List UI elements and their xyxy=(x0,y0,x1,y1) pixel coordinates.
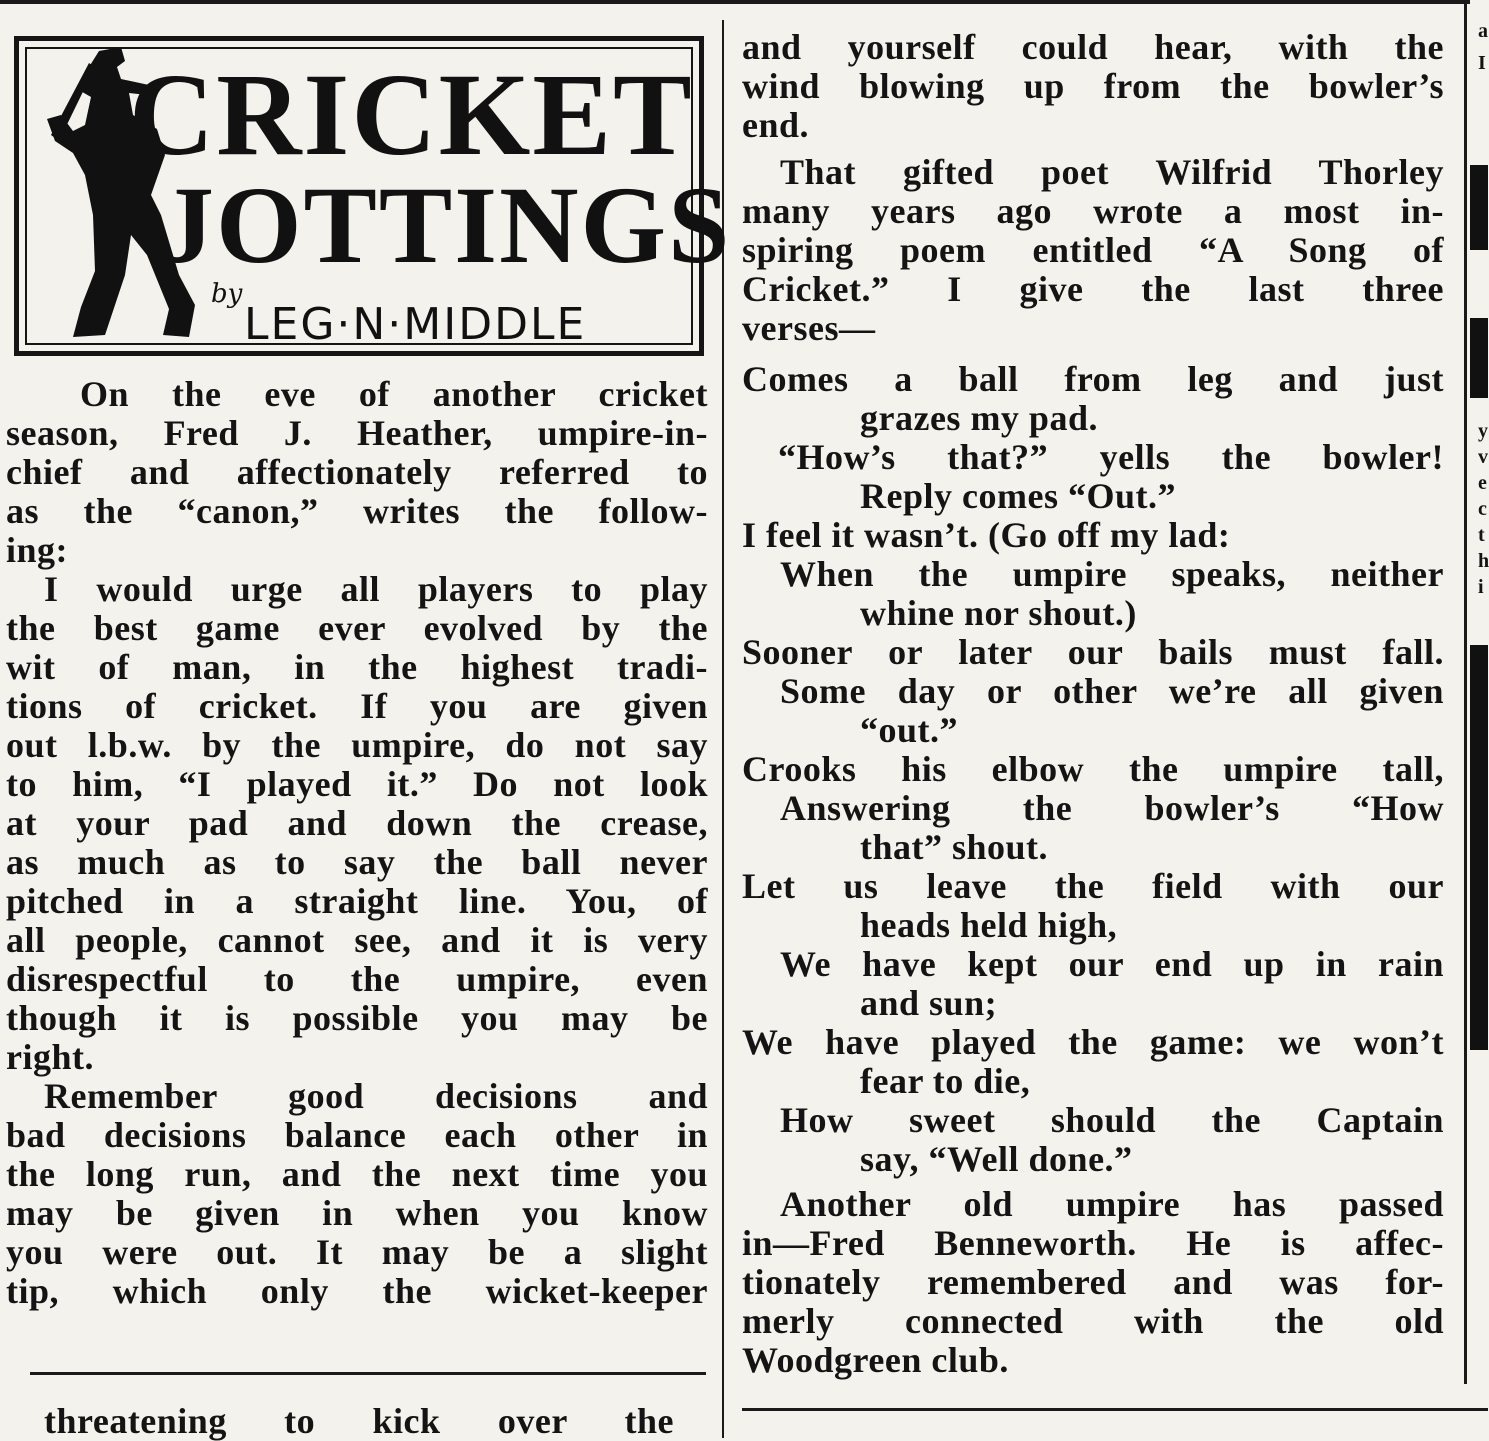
byline-by: by xyxy=(211,279,243,309)
text-line: Remember good decisions and xyxy=(44,1076,708,1116)
text-line: all people, cannot see, and it is very xyxy=(6,920,708,960)
right-paragraph-2 xyxy=(742,153,1444,348)
text-line: verses— xyxy=(742,308,876,348)
text-line: out l.b.w. by the umpire, do not say xyxy=(6,725,708,765)
title-line-1: CRICKET xyxy=(129,49,694,180)
poem-line: Crooks his elbow the umpire tall, xyxy=(742,749,1444,789)
text-line: at your pad and down the crease, xyxy=(6,803,708,843)
text-line: right. xyxy=(6,1037,94,1077)
text-line: chief and affectionately referred to xyxy=(6,452,708,492)
poem-line: fear to die, xyxy=(860,1061,1031,1101)
text-line: Woodgreen club. xyxy=(742,1340,1009,1380)
text-line: end. xyxy=(742,105,810,145)
edge-fragment: e xyxy=(1478,472,1487,494)
poem-line: When the umpire speaks, neither xyxy=(780,554,1444,594)
edge-block xyxy=(1470,165,1488,250)
text-line: as much as to say the ball never xyxy=(6,842,708,882)
text-line: disrespectful to the umpire, even xyxy=(6,959,708,999)
poem-line: How sweet should the Captain xyxy=(780,1100,1444,1140)
text-line: in—Fred Benneworth. He is affec- xyxy=(742,1223,1444,1263)
text-line: the best game ever evolved by the xyxy=(6,608,708,648)
text-line: pitched in a straight line. You, of xyxy=(6,881,708,921)
text-line: Another old umpire has passed xyxy=(780,1184,1444,1224)
article-end-rule xyxy=(30,1372,706,1375)
poem-line: “out.” xyxy=(860,710,959,750)
right-column xyxy=(742,28,1444,1380)
edge-fragment: c xyxy=(1478,498,1487,520)
text-line: Cricket.” I give the last three xyxy=(742,269,1444,309)
edge-block xyxy=(1470,318,1488,398)
left-paragraph-2 xyxy=(6,570,708,1077)
poem-line: whine nor shout.) xyxy=(860,593,1137,633)
poem-line: Reply comes “Out.” xyxy=(860,476,1176,516)
title-line-2: JOTTINGS xyxy=(159,164,732,286)
edge-fragment: y xyxy=(1478,420,1488,442)
edge-block xyxy=(1470,645,1488,1050)
edge-fragment: h xyxy=(1478,550,1489,572)
text-line: to him, “I played it.” Do not look xyxy=(6,764,708,804)
edge-fragment: I xyxy=(1478,52,1486,74)
left-paragraph-3 xyxy=(6,1077,708,1311)
poem xyxy=(742,360,1444,1179)
right-column-divider xyxy=(1464,0,1467,1384)
right-paragraph-3 xyxy=(742,1185,1444,1380)
text-line: the long run, and the next time you xyxy=(6,1154,708,1194)
poem-line: Some day or other we’re all given xyxy=(780,671,1444,711)
left-column xyxy=(6,375,708,1311)
edge-fragment: v xyxy=(1478,446,1488,468)
text-line: wind blowing up from the bowler’s xyxy=(742,66,1444,106)
right-article-end-rule xyxy=(742,1408,1488,1411)
text-line: spiring poem entitled “A Song of xyxy=(742,230,1444,270)
text-line: tip, which only the wicket-keeper xyxy=(6,1271,708,1311)
left-paragraph-1 xyxy=(6,375,708,570)
text-line: bad decisions balance each other in xyxy=(6,1115,708,1155)
edge-fragment: i xyxy=(1478,576,1484,598)
text-line: I would urge all players to play xyxy=(44,569,708,609)
poem-line: Answering the bowler’s “How xyxy=(780,788,1444,828)
text-line: many years ago wrote a most in- xyxy=(742,191,1444,231)
poem-line: Sooner or later our bails must fall. xyxy=(742,632,1444,672)
text-line: tions of cricket. If you are given xyxy=(6,686,708,726)
poem-line: grazes my pad. xyxy=(860,398,1098,438)
edge-fragment: t xyxy=(1478,524,1485,546)
text-line: tionately remembered and was for- xyxy=(742,1262,1444,1302)
top-border-rule xyxy=(0,0,1470,4)
poem-line: Comes a ball from leg and just xyxy=(742,359,1444,399)
poem-line: We have played the game: we won’t xyxy=(742,1022,1444,1062)
poem-line: that” shout. xyxy=(860,827,1049,867)
edge-fragment: a xyxy=(1478,20,1488,42)
text-line: you were out. It may be a slight xyxy=(6,1232,708,1272)
text-line: wit of man, in the highest tradi- xyxy=(6,647,708,687)
text-line: ing: xyxy=(6,530,69,570)
text-line: season, Fred J. Heather, umpire-in- xyxy=(6,413,708,453)
text-line: may be given in when you know xyxy=(6,1193,708,1233)
poem-line: We have kept our end up in rain xyxy=(780,944,1444,984)
byline-author: LEG·N·MIDDLE xyxy=(244,299,587,350)
poem-line: I feel it wasn’t. (Go off my lad: xyxy=(742,515,1231,555)
next-article-fragment xyxy=(44,1402,674,1441)
text-line: threatening to kick over the xyxy=(44,1401,674,1441)
poem-line: heads held high, xyxy=(860,905,1118,945)
poem-line: “How’s that?” yells the bowler! xyxy=(778,437,1444,477)
text-line: That gifted poet Wilfrid Thorley xyxy=(780,152,1444,192)
right-paragraph-1 xyxy=(742,28,1444,145)
text-line: On the eve of another cricket xyxy=(80,374,708,414)
text-line: merly connected with the old xyxy=(742,1301,1444,1341)
poem-line: say, “Well done.” xyxy=(860,1139,1133,1179)
text-line: though it is possible you may be xyxy=(6,998,708,1038)
poem-line: Let us leave the field with our xyxy=(742,866,1444,906)
masthead-box xyxy=(14,36,732,356)
poem-line: and sun; xyxy=(860,983,998,1023)
text-line: and yourself could hear, with the xyxy=(742,27,1444,67)
text-line: as the “canon,” writes the follow- xyxy=(6,491,708,531)
